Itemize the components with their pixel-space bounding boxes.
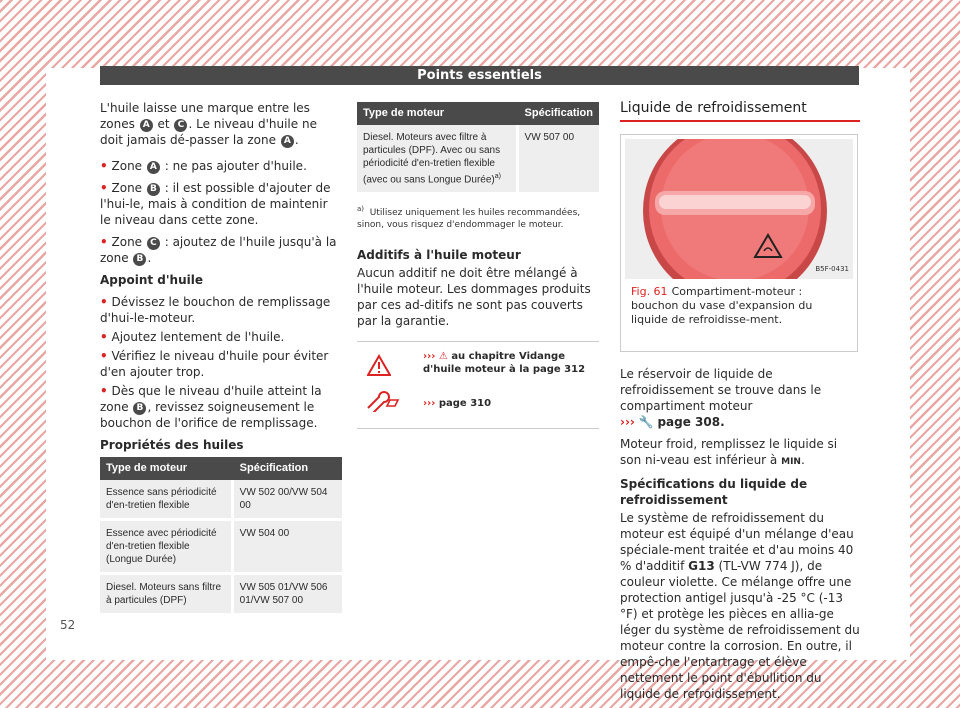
oil-properties-table-continued — [357, 102, 599, 195]
zone-tag: C — [174, 119, 187, 132]
zone-tag: A — [281, 135, 294, 148]
zone-bullet: • Zone B : il est possible d'ajouter de l'hui-le, mais à condition de maintenir le niveau dans cette zone. — [100, 181, 331, 227]
additifs-paragraph: Aucun additif ne doit être mélangé à l'huile moteur. Les dommages produits par ces ad-ditifs ne sont pas couverts par la garantie. — [357, 266, 591, 329]
table-cell: Essence avec périodicité d'en-tretien flexible (Longue Durée) — [100, 521, 234, 575]
coolant-cap-drawing — [625, 139, 853, 279]
reference-link-page[interactable]: ››› page 310 — [423, 398, 492, 410]
warning-triangle-icon — [367, 354, 391, 376]
wrench-book-icon — [365, 390, 403, 412]
middle-column — [357, 102, 599, 429]
table-row — [100, 480, 342, 521]
table-header: Spécification — [234, 457, 342, 480]
zone-bullet: • Zone C : ajoutez de l'huile jusqu'à la zone B . — [100, 235, 337, 265]
oil-properties-table — [100, 457, 342, 616]
table-header: Spécification — [519, 102, 599, 125]
page-number: 52 — [60, 618, 76, 632]
spec-title: Spécifications du liquide de refroidissement — [620, 477, 808, 507]
appoint-item: • Dès que le niveau d'huile atteint la zone B , revissez soigneusement le bouchon de l'orifice de remplissage. — [100, 384, 322, 430]
appoint-item: • Dévissez le bouchon de remplissage d'hui-le-moteur. — [100, 295, 331, 325]
table-header: Type de moteur — [100, 457, 234, 480]
table-header-row — [357, 102, 599, 125]
spec-paragraph: Le système de refroidissement du moteur est équipé d'un mélange d'eau spéciale-ment traitée et d'au moins 40 % d'additif G13 (TL-VW 774 J), de couleur violette. Ce mélange offre une protection antigel jusqu'à -25 °C (-13 °F) et protège les pièces en allia-ge léger du système de refroidissement du moteur contre la corrosion. En outre, il empê-che l'entartrage et élève nettement le point d'ébullition du liquide de refroidissement. — [620, 511, 860, 701]
wrench-icon: 🔧 — [638, 415, 654, 429]
left-column — [100, 100, 342, 616]
table-cell: VW 504 00 — [234, 521, 342, 575]
figure-61 — [620, 134, 858, 352]
props-title: Propriétés des huiles — [100, 438, 244, 452]
reference-link-chapter[interactable]: ››› ⚠ au chapitre Vidange d'huile moteur à la page 312 — [423, 351, 586, 376]
table-cell: VW 505 01/VW 506 01/VW 507 00 — [234, 575, 342, 616]
additifs-title: Additifs à l'huile moteur — [357, 248, 521, 263]
right-column — [620, 100, 860, 708]
appoint-title: Appoint d'huile — [100, 273, 203, 287]
zone-tag: A — [140, 119, 153, 132]
intro-paragraph: L'huile laisse une marque entre les zones A et C . Le niveau d'huile ne doit jamais dé-passer la zone A . — [100, 101, 317, 147]
table-row — [100, 521, 342, 575]
appoint-item: • Vérifiez le niveau d'huile pour éviter d'en ajouter trop. — [100, 349, 329, 379]
appoint-item: • Ajoutez lentement de l'huile. — [100, 330, 285, 344]
table-row — [357, 125, 599, 195]
footnote: $^{a)}$ Utilisez uniquement les huiles recommandées, sinon, vous risquez d'endommager le moteur. — [357, 205, 581, 231]
coolant-cap-image — [625, 139, 853, 279]
warning-small-icon: ⚠ — [438, 351, 448, 363]
coolant-location-paragraph: Le réservoir de liquide de refroidissement se trouve dans le compartiment moteur ››› 🔧 page 308. — [620, 367, 822, 429]
table-cell: Essence sans périodicité d'en-tretien flexible — [100, 480, 234, 521]
table-cell: VW 502 00/VW 504 00 — [234, 480, 342, 521]
page-header: Points essentiels — [100, 66, 859, 85]
section-title: Liquide de refroidissement — [620, 100, 860, 122]
min-mark: MIN — [781, 457, 801, 467]
figure-code: B5F-0431 — [815, 265, 849, 273]
page-reference-link[interactable]: page 308. — [657, 415, 725, 429]
table-cell: VW 507 00 — [519, 125, 599, 195]
reference-box — [357, 341, 599, 429]
table-cell: Diesel. Moteurs sans filtre à particules (DPF) — [100, 575, 234, 616]
table-header: Type de moteur — [357, 102, 519, 125]
table-row — [100, 575, 342, 616]
coolant-fill-paragraph: Moteur froid, remplissez le liquide si son ni-veau est inférieur à MIN. — [620, 437, 838, 467]
table-header-row — [100, 457, 342, 480]
table-cell: Diesel. Moteurs avec filtre à particules (DPF). Avec ou sans périodicité d'en-tretien flexible (avec ou sans Longue Durée)$^{a)}$ — [357, 125, 519, 195]
zone-bullet: • Zone A : ne pas ajouter d'huile. — [100, 159, 307, 173]
figure-caption: Fig. 61 Compartiment-moteur : bouchon du vase d'expansion du liquide de refroidisse-ment. — [631, 285, 813, 326]
